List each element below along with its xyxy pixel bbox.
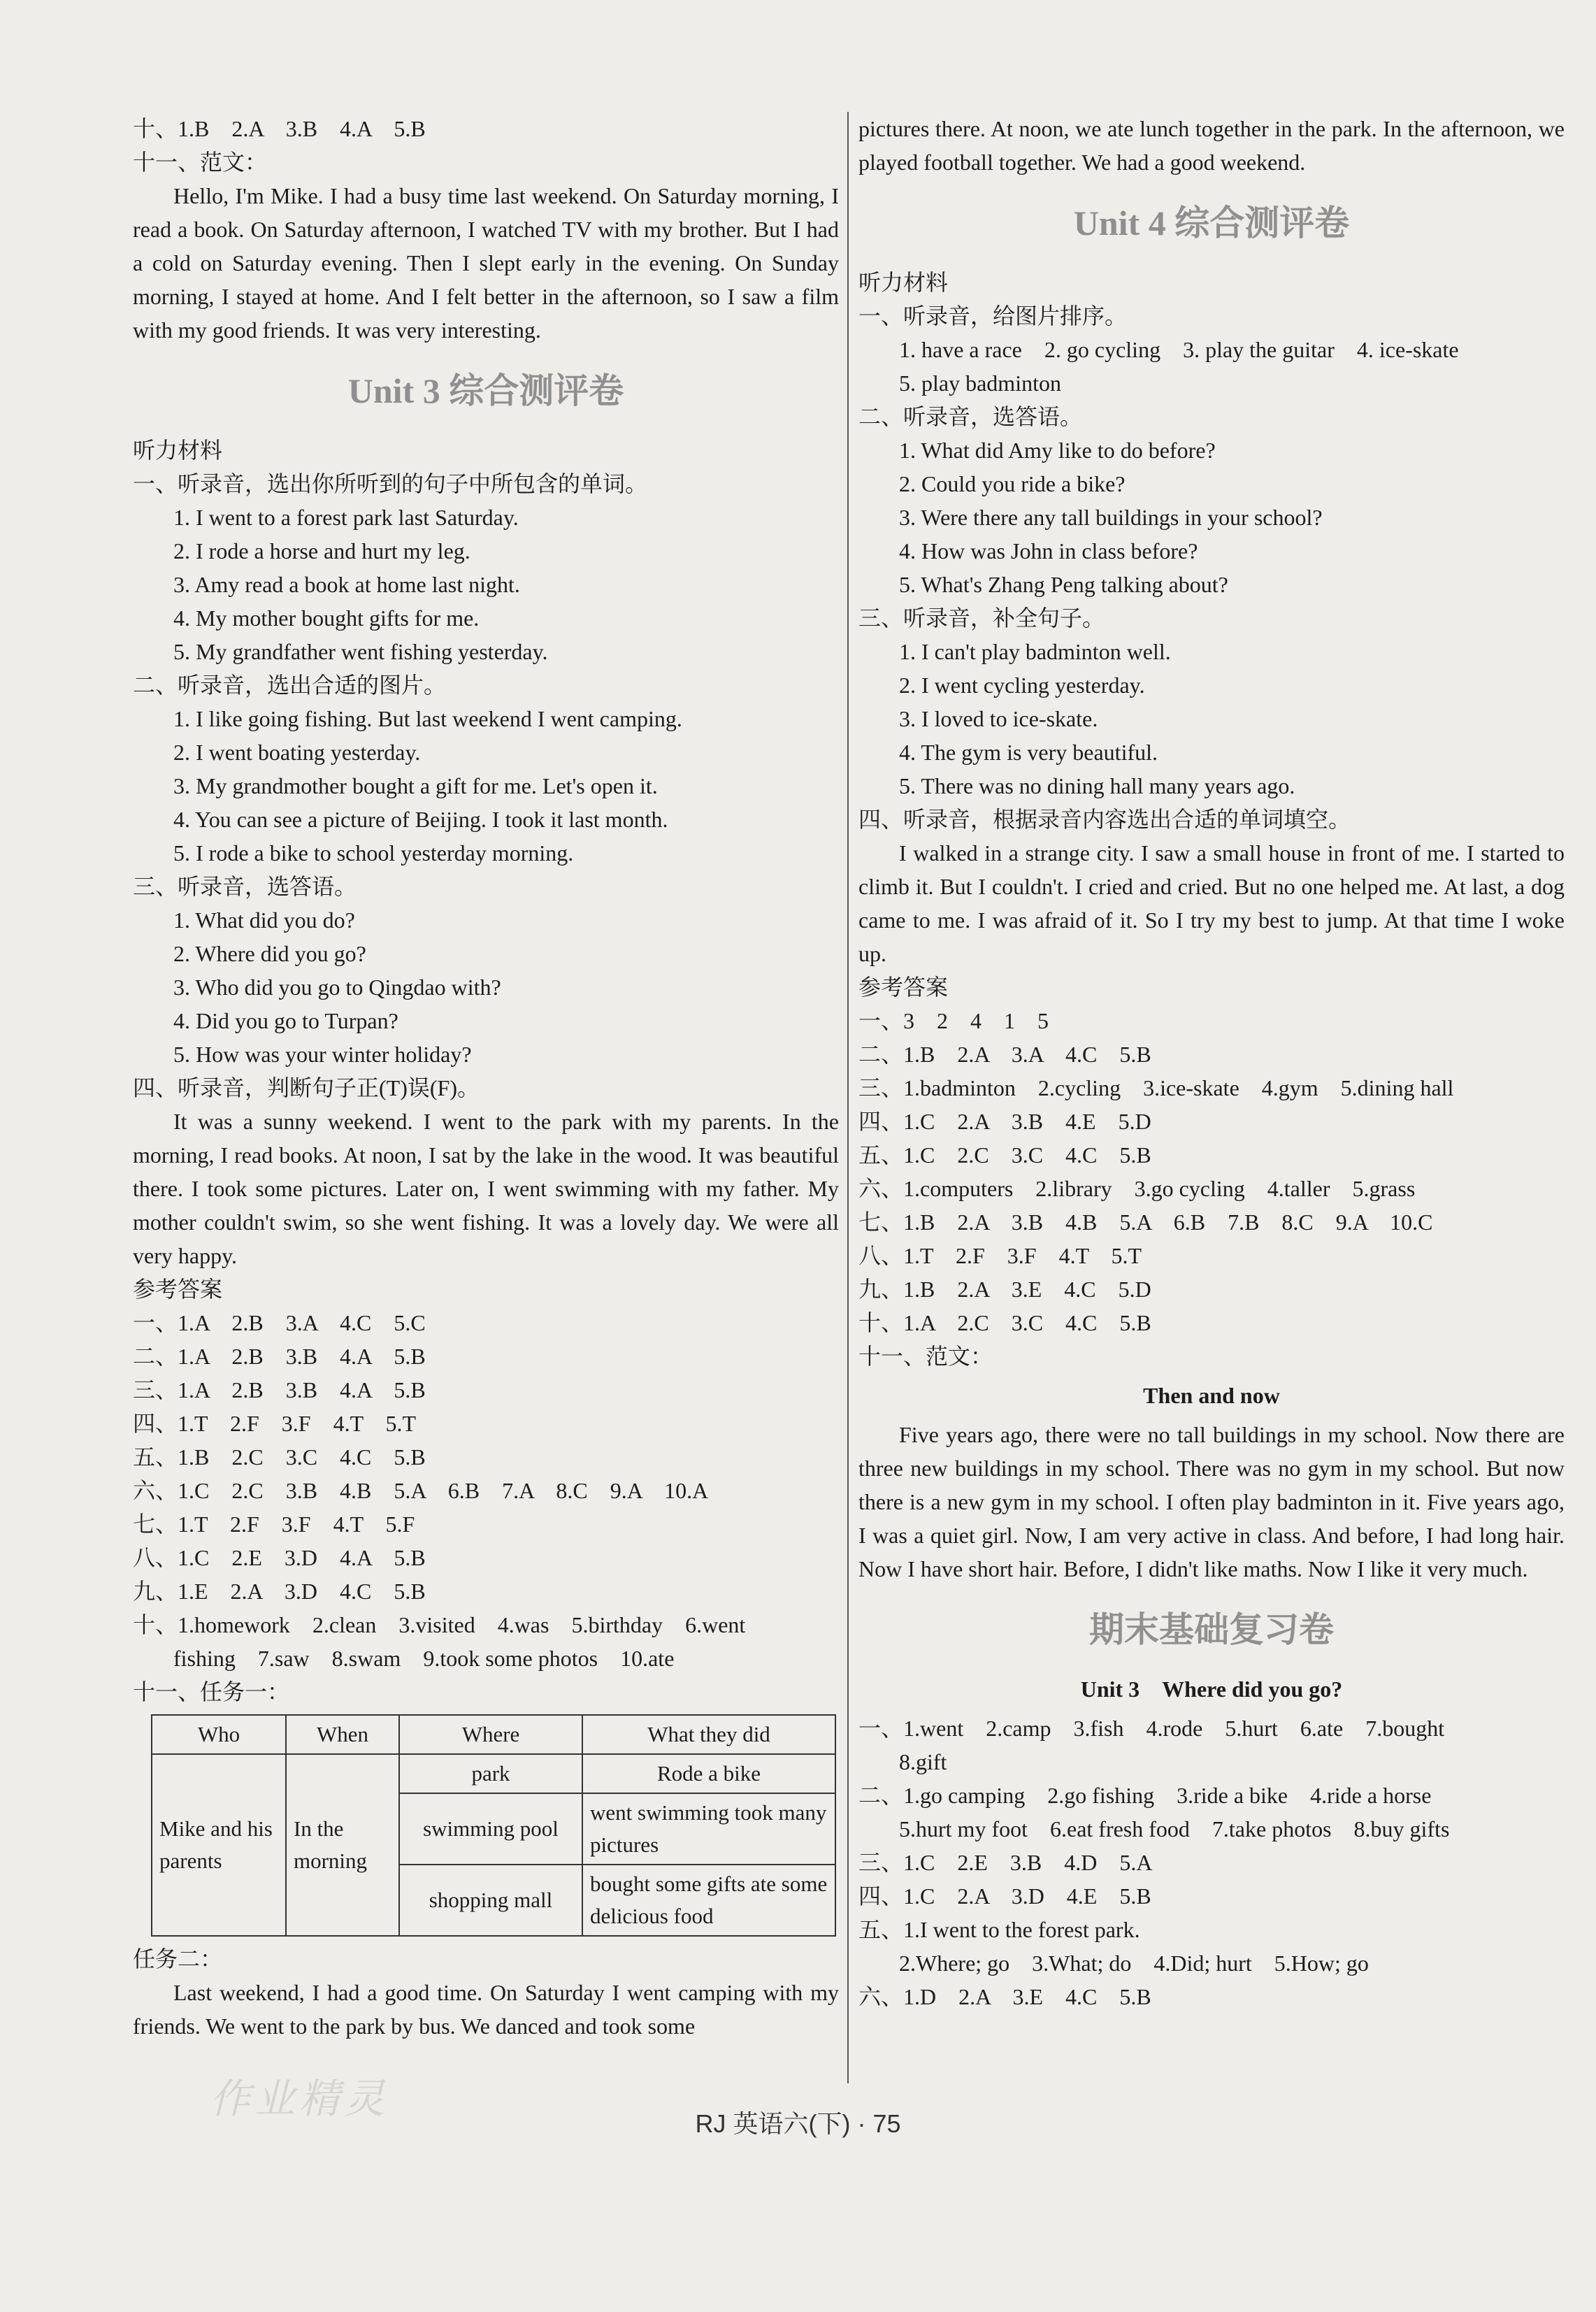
list-item: 3. Amy read a book at home last night. — [173, 572, 520, 597]
answer-line: 五、1.I went to the forest park. — [858, 1917, 1140, 1942]
column-divider — [847, 112, 849, 2083]
answer-line: 十、1.homework 2.clean 3.visited 4.was 5.birthday 6.went — [133, 1612, 746, 1637]
task1-table — [151, 1714, 836, 1937]
listening-label: 听力材料 — [133, 438, 223, 463]
answer-line: fishing 7.saw 8.swam 9.took some photos 10.ate — [173, 1646, 675, 1671]
table-header: What they did — [582, 1715, 835, 1754]
answer-line: 8.gift — [899, 1749, 947, 1774]
answer-line: 四、1.C 2.A 3.D 4.E 5.B — [858, 1883, 1151, 1909]
section-heading: 三、听录音，补全句子。 — [858, 605, 1105, 631]
section-heading: 三、听录音，选答语。 — [133, 874, 357, 899]
answer-line: 四、1.C 2.A 3.B 4.E 5.D — [858, 1109, 1151, 1134]
list-item: 5. What's Zhang Peng talking about? — [899, 572, 1228, 597]
list-item: 2. I went cycling yesterday. — [899, 673, 1145, 698]
table-cell-did: bought some gifts ate some delicious food — [582, 1865, 835, 1936]
section-heading: 一、听录音，给图片排序。 — [858, 303, 1128, 329]
task2-essay: Last weekend, I had a good time. On Saturday I went camping with my friends. We went to the park by bus. We danced and took some — [133, 1980, 839, 2039]
answer-line: 5.hurt my foot 6.eat fresh food 7.take photos 8.buy gifts — [899, 1816, 1450, 1841]
answer-line: 二、1.B 2.A 3.A 4.C 5.B — [858, 1042, 1151, 1067]
answer-line: 八、1.T 2.F 3.F 4.T 5.T — [858, 1243, 1142, 1268]
section-label: 十一、范文： — [133, 150, 268, 175]
section-label: 十一、范文： — [858, 1344, 993, 1369]
list-item: 1. have a race 2. go cycling 3. play the guitar 4. ice-skate — [899, 337, 1459, 362]
answer-line: 五、1.C 2.C 3.C 4.C 5.B — [858, 1142, 1151, 1168]
list-item: 5. I rode a bike to school yesterday morning. — [173, 840, 574, 866]
list-item: 1. I went to a forest park last Saturday. — [173, 505, 519, 530]
answer-line: 九、1.B 2.A 3.E 4.C 5.D — [858, 1277, 1151, 1302]
listening-label: 听力材料 — [858, 270, 949, 295]
list-item: 4. The gym is very beautiful. — [899, 740, 1158, 765]
answer-line: 五、1.B 2.C 3.C 4.C 5.B — [133, 1444, 426, 1470]
table-cell-did: went swimming took many pictures — [582, 1793, 835, 1865]
list-item: 2. Where did you go? — [173, 941, 366, 966]
answer-line: 九、1.E 2.A 3.D 4.C 5.B — [133, 1579, 426, 1604]
list-item: 5. How was your winter holiday? — [173, 1042, 472, 1067]
answer-line: 十、1.A 2.C 3.C 4.C 5.B — [858, 1310, 1151, 1335]
list-item: 2. I went boating yesterday. — [173, 740, 421, 765]
essay-title: Then and now — [1143, 1383, 1280, 1408]
list-item: 5. play badminton — [899, 371, 1061, 396]
unit4-title: Unit 4 综合测评卷 — [1073, 203, 1350, 243]
answer-line: 一、1.A 2.B 3.A 4.C 5.C — [133, 1310, 426, 1335]
answer-line: 六、1.C 2.C 3.B 4.B 5.A 6.B 7.A 8.C 9.A 10.A — [133, 1478, 709, 1503]
table-header-row — [152, 1715, 835, 1754]
table-cell-where: shopping mall — [399, 1865, 582, 1936]
right-column — [858, 112, 1565, 2013]
table-cell-where: park — [399, 1754, 582, 1793]
list-item: 2. Could you ride a bike? — [899, 471, 1126, 496]
list-item: 1. I can't play badminton well. — [899, 639, 1171, 664]
answer-line: 三、1.A 2.B 3.B 4.A 5.B — [133, 1377, 426, 1402]
essay-continuation: pictures there. At noon, we ate lunch together in the park. In the afternoon, we played football together. We had a good weekend. — [858, 116, 1565, 175]
section-heading: 二、听录音，选答语。 — [858, 404, 1083, 429]
answer-line: 一、3 2 4 1 5 — [858, 1008, 1049, 1033]
reference-answers-label: 参考答案 — [858, 975, 949, 1000]
table-header: Where — [399, 1715, 582, 1754]
answer-line: 十、1.B 2.A 3.B 4.A 5.B — [133, 116, 426, 141]
page-footer: RJ 英语六(下) · 75 — [695, 2109, 901, 2138]
listening-passage: I walked in a strange city. I saw a small house in front of me. I started to climb it. But I couldn't. I cried and cried. But no one helped me. At last, a dog came to me. I was afraid of it. So I try my best to jump. At that time I woke up. — [858, 840, 1565, 966]
final-review-title: 期末基础复习卷 — [1089, 1610, 1334, 1649]
answer-line: 七、1.B 2.A 3.B 4.B 5.A 6.B 7.B 8.C 9.A 10.C — [858, 1209, 1433, 1235]
watermark: 作业精灵 — [210, 2075, 389, 2123]
table-header: When — [286, 1715, 399, 1754]
task2-label: 任务二： — [133, 1946, 223, 1972]
listening-passage: It was a sunny weekend. I went to the park with my parents. In the morning, I read books. At noon, I sat by the lake in the wood. It was beautiful there. I took some pictures. Later on, I went swimming with my father. My mother couldn't swim, so she went fishing. It was a lovely day. We were all very happy. — [133, 1109, 839, 1268]
list-item: 1. I like going fishing. But last weekend I went camping. — [173, 706, 682, 731]
answer-line: 八、1.C 2.E 3.D 4.A 5.B — [133, 1545, 426, 1570]
list-item: 5. There was no dining hall many years ago. — [899, 773, 1295, 798]
section-heading: 二、听录音，选出合适的图片。 — [133, 673, 447, 698]
reference-answers-label: 参考答案 — [133, 1277, 223, 1302]
model-essay: Hello, I'm Mike. I had a busy time last weekend. On Saturday morning, I read a book. On Saturday afternoon, I watched TV with my brother. But I had a cold on Saturday evening. Then I slept early in the evening. On Sunday morning, I stayed at home. And I felt better in the afternoon, so I saw a film with my good friends. It was very interesting. — [133, 183, 839, 343]
list-item: 1. What did Amy like to do before? — [899, 438, 1216, 463]
section-heading: 一、听录音，选出你所听到的句子中所包含的单词。 — [133, 471, 648, 496]
table-cell-who: Mike and his parents — [152, 1754, 286, 1936]
list-item: 3. My grandmother bought a gift for me. Let's open it. — [173, 773, 658, 798]
answer-line: 二、1.go camping 2.go fishing 3.ride a bike 4.ride a horse — [858, 1783, 1432, 1808]
answer-line: 七、1.T 2.F 3.F 4.T 5.F — [133, 1512, 415, 1537]
left-column — [133, 112, 839, 2043]
task1-label: 十一、任务一： — [133, 1679, 290, 1704]
list-item: 4. Did you go to Turpan? — [173, 1008, 398, 1033]
list-item: 5. My grandfather went fishing yesterday. — [173, 639, 548, 664]
answer-line: 四、1.T 2.F 3.F 4.T 5.T — [133, 1411, 417, 1436]
answer-line: 二、1.A 2.B 3.B 4.A 5.B — [133, 1344, 426, 1369]
model-essay: Five years ago, there were no tall buildings in my school. Now there are three new buildings in my school. There was no gym in my school. But now there is a new gym in my school. I often play badminton in it. Five years ago, I was a quiet girl. Now, I am very active in class. And before, I had long hair. Now I have short hair. Before, I didn't like maths. Now I like it very much. — [858, 1422, 1565, 1581]
answer-line: 三、1.C 2.E 3.B 4.D 5.A — [858, 1850, 1153, 1875]
section-heading: 四、听录音，根据录音内容选出合适的单词填空。 — [858, 807, 1351, 832]
list-item: 4. My mother bought gifts for me. — [173, 605, 480, 631]
table-cell-when: In the morning — [286, 1754, 399, 1936]
list-item: 4. How was John in class before? — [899, 538, 1198, 563]
table-header: Who — [152, 1715, 286, 1754]
section-heading: 四、听录音，判断句子正(T)误(F)。 — [133, 1075, 480, 1100]
answer-line: 三、1.badminton 2.cycling 3.ice-skate 4.gym 5.dining hall — [858, 1075, 1454, 1100]
table-row — [152, 1754, 835, 1793]
list-item: 1. What did you do? — [173, 907, 355, 933]
table-cell-where: swimming pool — [399, 1793, 582, 1865]
answer-line: 六、1.D 2.A 3.E 4.C 5.B — [858, 1984, 1151, 2009]
list-item: 3. Who did you go to Qingdao with? — [173, 975, 501, 1000]
table-cell-did: Rode a bike — [582, 1754, 835, 1793]
unit3-title: Unit 3 综合测评卷 — [347, 371, 624, 410]
answer-line: 2.Where; go 3.What; do 4.Did; hurt 5.How; go — [899, 1951, 1369, 1976]
answer-line: 一、1.went 2.camp 3.fish 4.rode 5.hurt 6.ate 7.bought — [858, 1716, 1445, 1741]
list-item: 2. I rode a horse and hurt my leg. — [173, 538, 470, 563]
list-item: 3. I loved to ice-skate. — [899, 706, 1098, 731]
list-item: 4. You can see a picture of Beijing. I took it last month. — [173, 807, 668, 832]
list-item: 3. Were there any tall buildings in your school? — [899, 505, 1323, 530]
final-unit-heading: Unit 3 Where did you go? — [1080, 1676, 1343, 1702]
answer-line: 六、1.computers 2.library 3.go cycling 4.taller 5.grass — [858, 1176, 1416, 1201]
